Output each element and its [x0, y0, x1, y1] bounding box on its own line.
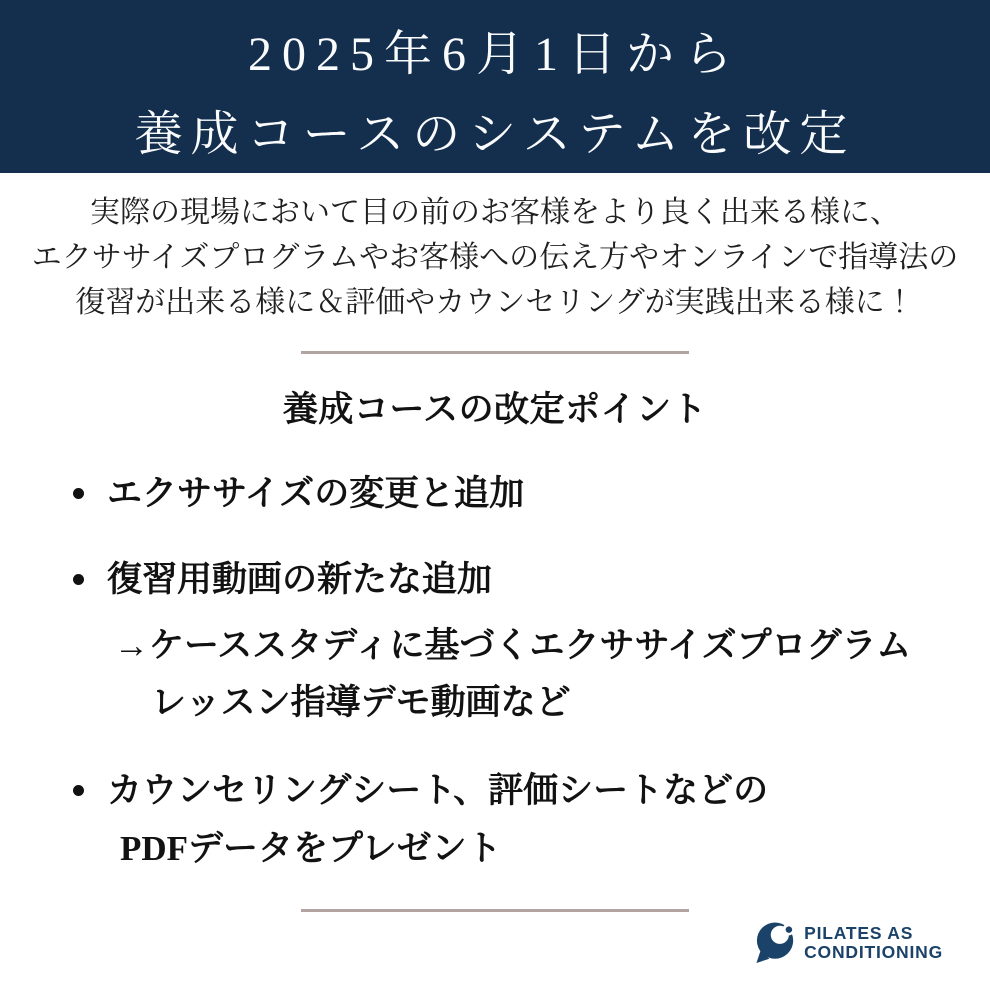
header-title-line2: 養成コースのシステムを改定: [134, 108, 856, 161]
list-item-exercise-change: [0, 474, 990, 514]
subline-case-study: →ケーススタディに基づくエクササイズプログラム: [114, 626, 912, 665]
brand-name-line2: CONDITIONING: [804, 942, 943, 962]
bullet-dot-icon: [73, 785, 84, 796]
intro-paragraph: [0, 190, 990, 325]
points-list: [0, 474, 990, 869]
list-item-sublines: [107, 617, 990, 731]
list-item-label: カウンセリングシート、評価シートなどの: [107, 771, 769, 810]
brand-name-line1: PILATES AS: [804, 923, 914, 943]
list-item-continuation: PDFデータをプレゼント: [120, 829, 502, 868]
divider-bottom: [301, 909, 689, 912]
intro-line-2: エクササイズプログラムやお客様への伝え方やオンラインで指導法の: [31, 241, 959, 274]
intro-line-1: 実際の現場において目の前のお客様をより良く出来る様に、: [90, 196, 900, 229]
bullet-dot-icon: [73, 488, 84, 499]
list-item-counseling-sheets: [0, 771, 990, 869]
brand-logo-text: [804, 920, 943, 962]
list-item-review-videos: [0, 560, 990, 731]
list-item-label: エクササイズの変更と追加: [107, 474, 525, 513]
subline-lesson-demo: レッスン指導デモ動画など: [151, 683, 571, 722]
intro-line-3: 復習が出来る様に＆評価やカウンセリングが実践出来る様に！: [75, 286, 915, 319]
brand-logo: [0, 920, 990, 965]
header-band: [0, 0, 990, 173]
revision-points-section: [0, 388, 990, 869]
divider-top: [301, 351, 689, 354]
bullet-dot-icon: [73, 574, 84, 585]
section-heading: 養成コースの改定ポイント: [282, 390, 708, 429]
pilates-as-conditioning-mark-icon: [755, 920, 797, 965]
list-item-label: 復習用動画の新たな追加: [107, 560, 493, 599]
header-title-line1: 2025年6月1日から: [247, 28, 742, 81]
